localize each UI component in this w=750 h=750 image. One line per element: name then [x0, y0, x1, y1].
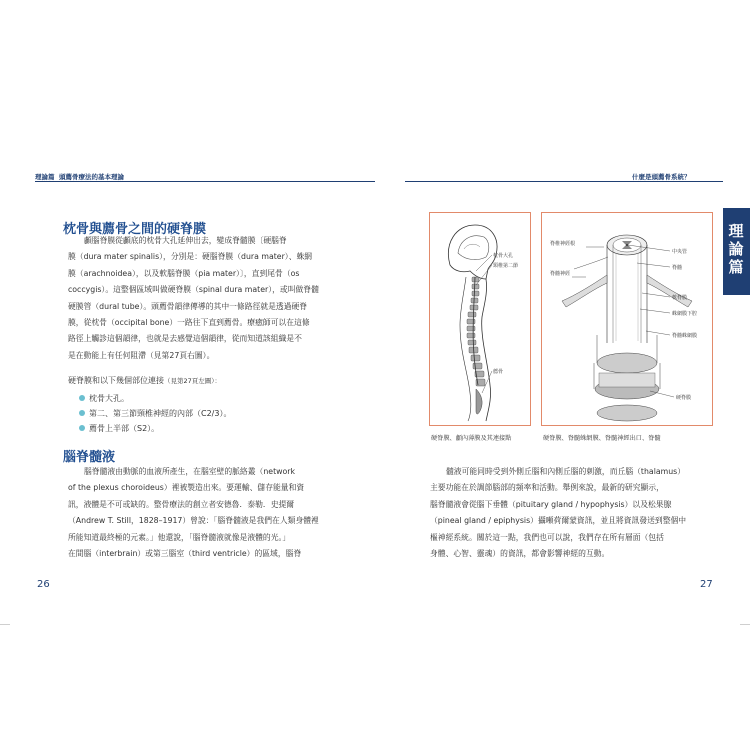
subheading-note: （見第27頁左圖）： [164, 377, 222, 385]
paragraph-right [430, 464, 688, 562]
label-c2: 頸椎第二節 [493, 263, 519, 269]
label-subarachnoid: 蛛網膜下腔 [672, 311, 698, 317]
bullet-dot [79, 395, 85, 401]
text-line: 樞神經系統。關於這一點，我們也可以說，我們存在所有層面（包括 [430, 532, 664, 542]
label-foramen: 枕骨大孔 [493, 253, 514, 259]
page-number-left: 26 [37, 579, 50, 590]
figure-spine [429, 212, 531, 426]
side-tab-label: 理論篇 [728, 222, 744, 276]
label-dura: 硬脊膜 [676, 395, 692, 401]
text-line: 顱腦脊膜從顱底的枕骨大孔延伸出去，變成脊髓膜〔硬腦脊 [84, 236, 287, 245]
header-rule-right [405, 181, 723, 182]
bullet-list [79, 393, 231, 438]
list-item [79, 423, 231, 438]
trim-mark [0, 624, 10, 625]
section-body-csf [68, 464, 324, 562]
text-line: 腦脊髓液由動脈的血液所產生，在腦室壁的脈絡叢（network [84, 467, 295, 476]
label-arachnoid: 脊髓蛛網膜 [672, 333, 698, 339]
paragraph-dura [68, 233, 324, 364]
bullet-text: 薦骨上半部（S2）。 [89, 424, 160, 433]
subheading-connections [68, 375, 221, 386]
text-line: of the plexus choroideus）裡被製造出來。要運輸、儲存能量和資 [68, 483, 305, 493]
text-line: 髓液可能同時受到外側丘腦和內側丘腦的刺激，而丘腦（thalamus） [446, 467, 686, 476]
paragraph-csf [68, 464, 324, 562]
text-line: 膜（dura mater spinalis），分別是：硬腦脊膜（dura mater）、蛛網 [68, 252, 313, 262]
trim-mark [740, 624, 750, 625]
text-line: coccygis）。這整個區域叫做硬脊膜（spinal dura mater），或叫做脊髓 [68, 285, 319, 295]
text-line: 膜（arachnoidea），以及軟腦脊膜（pia mater）〕，直到尾骨（os [68, 268, 300, 278]
figure-caption-right: 硬脊膜、脊髓蛛網膜、脊髓神經出口、脊髓 [543, 435, 661, 442]
text-line: 在間腦（interbrain）或第三腦室（third ventricle）的區域，腦脊 [68, 549, 302, 559]
text-line: 硬膜管（dural tube）。頭薦骨韻律傳導的其中一條路徑就是透過硬脊 [68, 301, 308, 311]
text-line: 路徑上觸診這個韻律，也就是去感覺這個韻律，從而知道該組織是不 [68, 334, 302, 344]
section-body-dura [68, 233, 324, 364]
text-line: （pineal gland / epiphysis）攝噸荷爾蒙資訊，並且將資訊發送到整個中 [430, 516, 687, 526]
label-nerve-root: 脊椎神經根 [550, 241, 576, 247]
text-line: 身體、心智、靈魂）的資訊，都會影響神經的互動。 [430, 549, 610, 559]
section-title-dura: 枕骨與薦骨之間的硬脊膜 [63, 222, 207, 237]
text-line: 所能知道最終極的元素。」他還說，「腦脊髓液就像是液體的光。」 [68, 532, 291, 542]
section-title-csf: 腦脊髓液 [63, 450, 116, 465]
text-line: 訊，液體是不可或缺的。整骨療法的創立者安德魯．泰勒．史提爾 [68, 499, 295, 509]
figure-caption-left: 硬脊膜、顱內薄膜及其連接點 [431, 435, 512, 442]
header-chapter: 頭薦骨療法的基本理論 [59, 173, 125, 181]
spinal-cord-illustration [542, 213, 712, 425]
list-item [79, 408, 231, 423]
header-right: 什麼是頭薦骨系統？ [632, 173, 691, 181]
header-part: 理論篇 [35, 173, 55, 181]
label-pia: 軟脊膜 [672, 295, 688, 301]
spine-illustration [430, 213, 530, 425]
label-spinal-nerve: 脊髓神經 [550, 271, 571, 277]
label-central-canal: 中央管 [672, 249, 688, 255]
figure-spinal-cord [541, 212, 713, 426]
page-number-right: 27 [700, 579, 713, 590]
text-line: 主要功能在於調節腦部的頻率和活動。舉例來說，最新的研究顯示， [430, 483, 664, 493]
subheading-text: 硬脊膜和以下幾個部位連接 [68, 376, 164, 385]
bullet-text: 枕骨大孔。 [89, 394, 129, 403]
header-rule-left [35, 181, 375, 182]
bullet-dot [79, 425, 85, 431]
text-line: 膜，從枕骨（occipital bone）一路往下直到薦骨。療癒師可以在這條 [68, 318, 310, 328]
text-line: 是在動能上有任何阻滯（見第27頁右圖）。 [68, 350, 215, 360]
header-left [35, 172, 124, 181]
label-sacrum: 薦骨 [493, 369, 504, 375]
text-line: （Andrew T. Still，1828–1917）曾說：「腦脊髓液是我們在人類身體裡 [68, 516, 319, 526]
bullet-text: 第二、第三節頸椎神經的內部（C2/3）。 [89, 409, 232, 418]
text-line: 腦脊髓液會從腦下垂體（pituitary gland / hypophysis）以及松果腺 [430, 499, 672, 509]
label-cord: 脊髓 [672, 265, 683, 271]
side-tab [723, 208, 750, 295]
list-item [79, 393, 231, 408]
bullet-dot [79, 410, 85, 416]
right-body [430, 464, 688, 562]
